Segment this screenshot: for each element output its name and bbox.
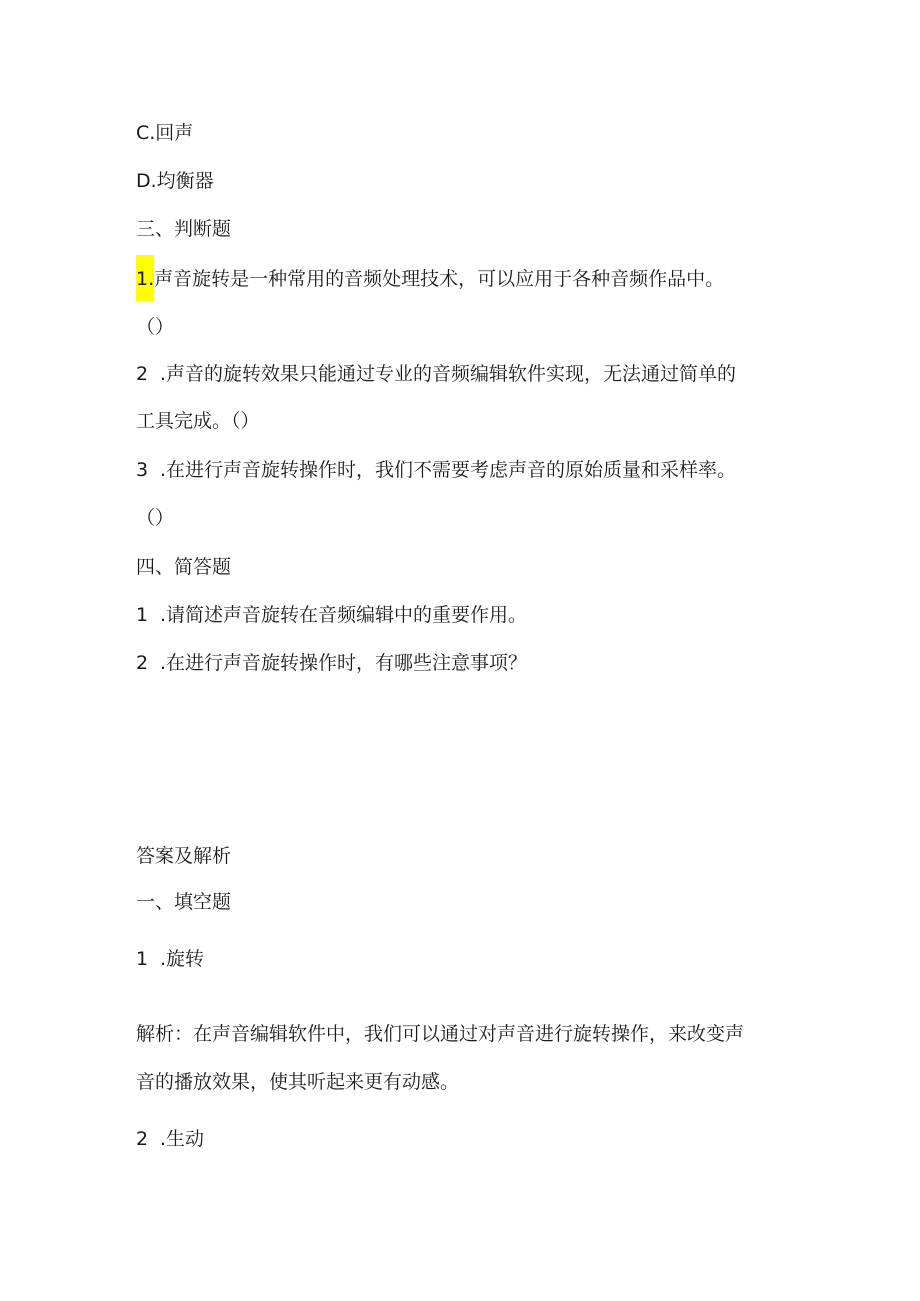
answer-2-text: .生动 xyxy=(160,1128,205,1150)
tf-question-1-paren: （） xyxy=(136,316,175,338)
answer-1-explanation-continued: 音的播放效果，使其听起来更有动感。 xyxy=(136,1071,460,1093)
answer-2-number: 2 xyxy=(136,1128,149,1150)
tf-question-2-text: .声音的旋转效果只能通过专业的音频编辑软件实现，无法通过简单的 xyxy=(160,363,737,385)
answer-1-explanation: 解析：在声音编辑软件中，我们可以通过对声音进行旋转操作，来改变声 xyxy=(136,1023,745,1045)
tf-question-3-number: 3 xyxy=(136,459,149,481)
sa-question-2-text: .在进行声音旋转操作时，有哪些注意事项？ xyxy=(160,652,528,674)
tf-question-1-text: 声音旋转是一种常用的音频处理技术，可以应用于各种音频作品中。 xyxy=(154,268,725,290)
tf-question-2-continued: 工具完成。（） xyxy=(136,410,260,432)
choice-d: D.均衡器 xyxy=(136,170,214,192)
tf-question-3 xyxy=(136,458,736,482)
answer-1 xyxy=(136,947,204,971)
answers-heading: 答案及解析 xyxy=(136,845,232,867)
answer-2 xyxy=(136,1127,204,1151)
short-answer-heading: 四、简答题 xyxy=(136,556,232,578)
sa-question-1 xyxy=(136,603,527,627)
answer-1-number: 1 xyxy=(136,948,149,970)
tf-question-3-text: .在进行声音旋转操作时，我们不需要考虑声音的原始质量和采样率。 xyxy=(160,459,737,481)
answers-section-1-heading: 一、填空题 xyxy=(136,891,232,913)
sa-question-2-number: 2 xyxy=(136,652,149,674)
tf-question-1-number: 1. xyxy=(136,255,154,301)
sa-question-1-text: .请简述声音旋转在音频编辑中的重要作用。 xyxy=(160,604,528,626)
sa-question-1-number: 1 xyxy=(136,604,149,626)
tf-question-2 xyxy=(136,362,736,386)
choice-c: C.回声 xyxy=(136,122,194,144)
true-false-heading: 三、判断题 xyxy=(136,218,232,240)
tf-question-3-paren: （） xyxy=(136,507,175,529)
sa-question-2 xyxy=(136,651,527,675)
tf-question-2-number: 2 xyxy=(136,363,149,385)
tf-question-1 xyxy=(136,267,724,301)
answer-1-text: .旋转 xyxy=(160,948,205,970)
